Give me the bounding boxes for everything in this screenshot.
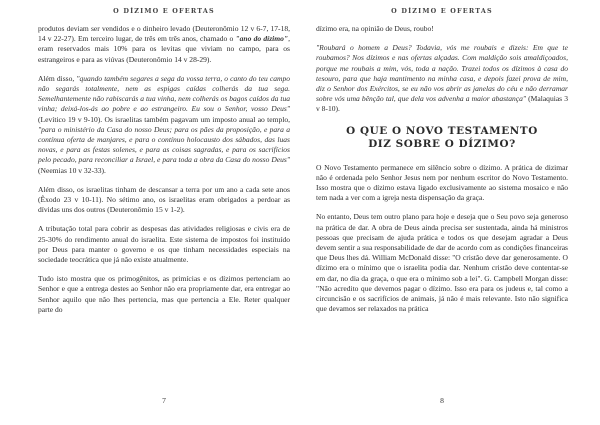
section-heading-line: O QUE O NOVO TESTAMENTO	[346, 124, 538, 137]
paragraph-text: produtos deviam ser vendidos e o dinheiro levado (Deuteronômio 12 v 6-7, 17-18, 14 v 22-27). Em terceiro lugar, de três em três anos, chamado o	[38, 24, 290, 44]
paragraph-text: , eram reservados mais 10% para os levitas que viviam no campo, para os estrangeiros e para as viúvas (Deuteronômio 14 v 28-29).	[38, 34, 290, 64]
right-page	[316, 0, 568, 425]
scripture-quote: "para o ministério da Casa do nosso Deus; para os pães da proposição, e para a contínua oferta de manjares, e para o contínuo holocausto dos sábados, das luas novas, e para as festas solenes, e para as coisas sagradas, e para os sacrifícios pelo pecado, para reconciliar a Israel, e para toda a obra da Casa do nosso Deus"	[38, 124, 290, 165]
paragraph-text: (Levítico 19 v 9-10). Os israelitas também pagavam um imposto anual ao templo,	[38, 114, 290, 124]
left-page	[38, 0, 290, 425]
paragraph: O Novo Testamento permanece em silêncio sobre o dízimo. A prática de dizimar não é ordenada pelo Senhor Jesus nem por nenhum escritor do Novo Testamento. Isso mostra que o dízimo estava ligado exclusivamente ao sistema mosaico e não tem nada a ver com a igreja nesta dispensação da graça.	[316, 162, 568, 203]
scripture-quote: "Roubará o homem a Deus? Todavia, vós me roubais e dizeis: Em que te roubamos? Nos dízimos e nas ofertas alçadas. Com maldição sois amaldiçoados, porque me roubais a mim, vós, toda a nação. Trazei todos os dízimos à casa do tesouro, para que haja mantimento na minha casa, e depois fazei prova de mim, diz o Senhor dos Exércitos, se eu não vos abrir as janelas do céu e não derramar sobre vós uma bênção tal, que dela vos advenha a maior abastança"	[316, 43, 568, 104]
paragraph	[316, 43, 568, 114]
paragraph-text: (Neemias 10 v 32-33).	[38, 165, 106, 175]
scripture-quote: "quando também segares a sega da vossa terra, o canto do teu campo não segarás totalmente, nem as espigas caídas colherás da tua sega. Semelhantemente não rabiscarás a tua vinha, nem colherás os bagos caídos da tua vinha; deixá-los-ás ao pobre e ao estrangeiro. Eu sou o Senhor, vosso Deus"	[38, 73, 291, 114]
paragraph-text: Além disso,	[38, 73, 77, 83]
paragraph: Além disso, os israelitas tinham de descansar a terra por um ano a cada sete anos (Êxodo 23 v 10-11). No sétimo ano, os israelitas eram obrigados a perdoar as dívidas uns dos outros (Deuteronômio 15 v 1-2).	[38, 184, 290, 215]
page-body	[316, 24, 568, 323]
page-body	[38, 24, 290, 324]
page-number: 7	[162, 396, 166, 405]
paragraph: No entanto, Deus tem outro plano para hoje e deseja que o Seu povo seja generoso na prática de dar. A obra de Deus ainda precisa ser sustentada, ainda há ministros pessoas que precisam de ajuda prática e todos os que desejam agradar a Deus devem sentir a sua responsabilidade de dar de acordo com as condições financeiras que Deus lhes dá. William McDonald disse: "O cristão deve dar generosamente. O dízimo era o mínimo que o israelita podia dar. Nenhum cristão deve contentar-se em dar, no dia da graça, o que era o mínimo sob a lei". G. Campbell Morgan disse: "Não acredito que devemos pagar o dízimo. Isso era para os judeus e, tal como a circuncisão e os sacrifícios de animais, já não é mais relevante. Isto não significa que devamos ser relaxados na prática	[316, 212, 568, 314]
page-number: 8	[440, 396, 444, 405]
paragraph: A tributação total para cobrir as despesas das atividades religiosas e civis era de 25-30% do rendimento anual do israelita. Este sistema de impostos foi instituído por Deus para manter o governo e os que tinham necessidades especiais na sociedade teocrática que já não existe atualmente.	[38, 224, 290, 265]
paragraph-text: (Malaquias 3 v 8-10).	[316, 94, 568, 114]
section-heading	[316, 125, 568, 152]
paragraph: Tudo isto mostra que os primogênitos, as primícias e os dízimos pertenciam ao Senhor e que a entrega destes ao Senhor não era propriamente dar, era entregar ao Senhor aquilo que não lhes pertencia, mas que pertencia a Ele. Reter qualquer parte do	[38, 274, 290, 314]
paragraph	[38, 24, 290, 65]
running-head: O DÍZIMO E OFERTAS	[113, 7, 215, 15]
paragraph: dízimo era, na opinião de Deus, roubo!	[316, 24, 434, 33]
paragraph	[38, 74, 290, 176]
emphasis-text: "ano do dízimo"	[235, 34, 289, 44]
running-head: O DÍZIMO E OFERTAS	[391, 7, 493, 15]
section-heading-line: DIZ SOBRE O DÍZIMO?	[368, 138, 516, 151]
